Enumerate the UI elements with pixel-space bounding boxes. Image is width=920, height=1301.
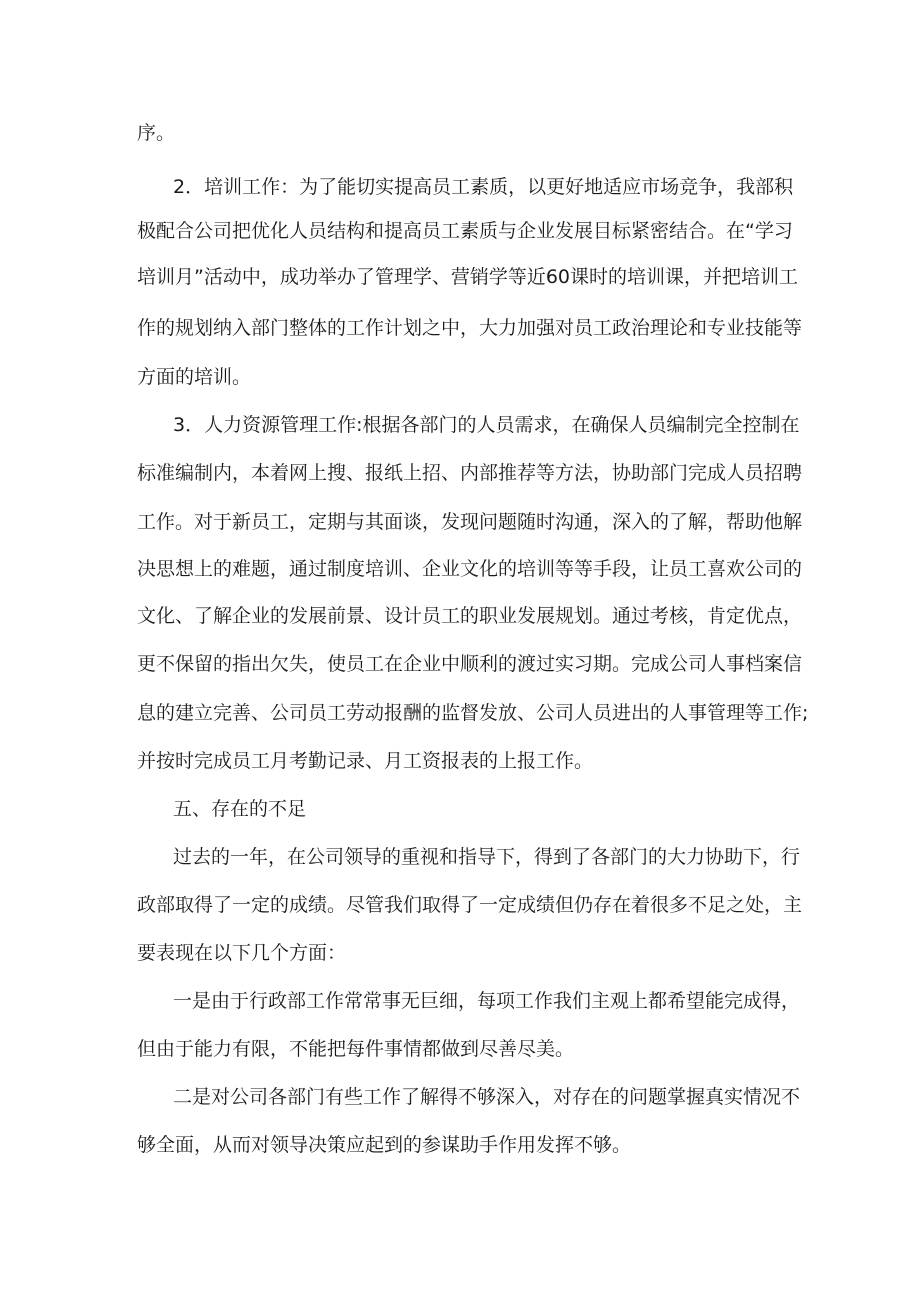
text-line: 标准编制内，本着网上搜、报纸上招、内部推荐等方法，协助部门完成人员招聘 bbox=[137, 462, 803, 484]
section-heading-shortcomings: 五、存在的不足 bbox=[173, 798, 307, 820]
text-line: 工作。对于新员工，定期与其面谈，发现问题随时沟通，深入的了解，帮助他解 bbox=[137, 511, 803, 533]
text-line: 培训月”活动中，成功举办了管理学、营销学等近60课时的培训课，并把培训工 bbox=[137, 266, 799, 288]
text-line: 极配合公司把优化人员结构和提高员工素质与企业发展目标紧密结合。在“学习 bbox=[137, 220, 793, 242]
text-line: 息的建立完善、公司员工劳动报酬的监督发放、公司人员进出的人事管理等工作; bbox=[137, 702, 809, 724]
paragraph-point-two-line-1: 二是对公司各部门有些工作了解得不够深入，对存在的问题掌握真实情况不 bbox=[173, 1086, 801, 1108]
text-line: 够全面，从而对领导决策应起到的参谋助手作用发挥不够。 bbox=[137, 1134, 632, 1156]
text-line: 方面的培训。 bbox=[137, 366, 252, 388]
paragraph-training-line-1: 2．培训工作：为了能切实提高员工素质，以更好地适应市场竞争，我部积 bbox=[173, 176, 794, 198]
text-line: 并按时完成员工月考勤记录、月工资报表的上报工作。 bbox=[137, 750, 594, 772]
text-line: 作的规划纳入部门整体的工作计划之中，大力加强对员工政治理论和专业技能等 bbox=[137, 317, 803, 339]
paragraph-hr-line-1: 3．人力资源管理工作:根据各部门的人员需求，在确保人员编制完全控制在 bbox=[173, 414, 800, 436]
paragraph-review-line-1: 过去的一年，在公司领导的重视和指导下，得到了各部门的大力协助下，行 bbox=[173, 846, 801, 868]
text-line: 要表现在以下几个方面： bbox=[137, 942, 347, 964]
text-line: 序。 bbox=[137, 122, 176, 144]
text-line: 但由于能力有限，不能把每件事情都做到尽善尽美。 bbox=[137, 1038, 575, 1060]
paragraph-point-one-line-1: 一是由于行政部工作常常事无巨细，每项工作我们主观上都希望能完成得， bbox=[173, 990, 801, 1012]
text-line: 政部取得了一定的成绩。尽管我们取得了一定成绩但仍存在着很多不足之处，主 bbox=[137, 894, 803, 916]
text-line: 决思想上的难题，通过制度培训、企业文化的培训等等手段，让员工喜欢公司的 bbox=[137, 558, 803, 580]
text-line: 更不保留的指出欠失，使员工在企业中顺利的渡过实习期。完成公司人事档案信 bbox=[137, 653, 803, 675]
text-line: 文化、了解企业的发展前景、设计员工的职业发展规划。通过考核，肯定优点， bbox=[137, 605, 803, 627]
